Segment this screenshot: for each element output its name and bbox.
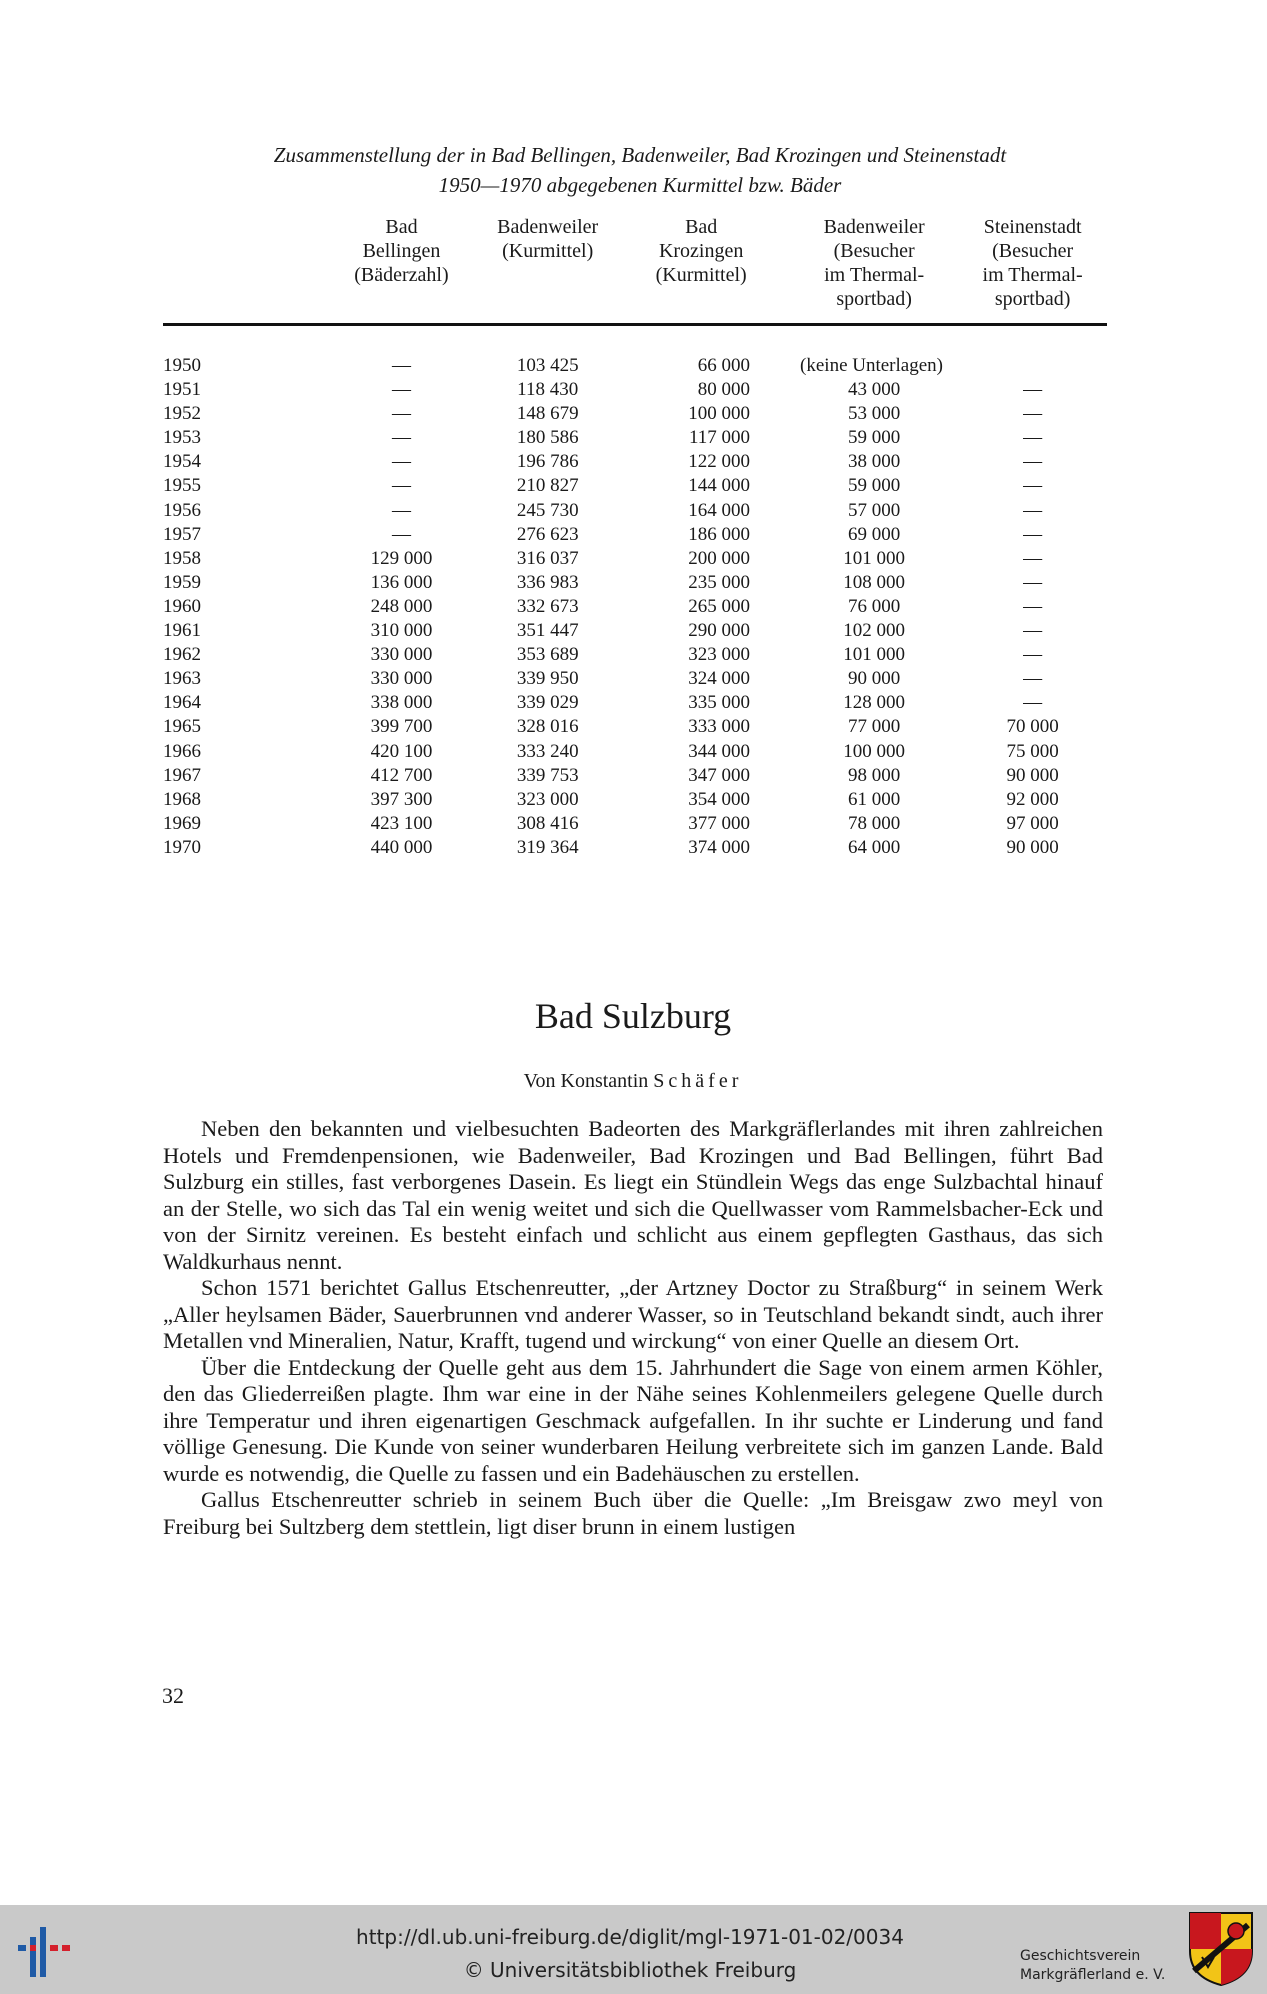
cell-badenweiler: 333 240	[516, 740, 579, 762]
cell-badenweiler-thermal: 102 000	[843, 620, 906, 642]
cell-bad-bellingen: 440 000	[370, 836, 433, 858]
article-title: Bad Sulzburg	[534, 996, 732, 1036]
cell-year: 1950	[163, 355, 201, 376]
cell-bad-krozingen: 333 000	[688, 716, 751, 738]
cell-badenweiler: 118 430	[517, 379, 579, 401]
cell-badenweiler-thermal: 78 000	[848, 812, 901, 834]
cell-steinenstadt: —	[1023, 403, 1043, 425]
cell-badenweiler: 323 000	[516, 788, 579, 810]
table-row	[163, 595, 1107, 619]
table-body	[163, 354, 1107, 860]
header-line: Badenweiler	[823, 216, 925, 238]
paragraph: Schon 1571 berichtet Gallus Etschenreutter, „der Artzney Doctor zu Straßburg“ in seinem Werk „Aller heylsamen Bäder, Sauerbrunnen vnd anderer Wasser, so in Teutschland bekandt sindt, auch ihrer Metallen vnd Mineralien, Natur, Krafft, tugend und wirckung“ von einer Quelle an diesem Ort.	[163, 1275, 1103, 1353]
caption-line-1: Zusammenstellung der in Bad Bellingen, Badenweiler, Bad Krozingen und Steinenstadt	[273, 143, 1007, 167]
society-name	[1020, 1947, 1180, 1985]
header-line: im Thermal-	[824, 264, 925, 286]
cell-badenweiler-thermal: 101 000	[843, 644, 906, 666]
cell-bad-bellingen: 397 300	[370, 788, 433, 810]
cell-bad-krozingen: 354 000	[688, 788, 751, 810]
header-line: (Besucher	[833, 240, 915, 262]
cell-bad-krozingen: 323 000	[688, 644, 751, 666]
header-line: sportbad)	[994, 288, 1071, 310]
paragraph: Gallus Etschenreutter schrieb in seinem Buch über die Quelle: „Im Breisgaw zwo meyl von Freiburg bei Sultzberg dem stettlein, ligt diser brunn in einem lustigen	[163, 1487, 1103, 1539]
header-line: (Kurmittel)	[502, 240, 594, 262]
cell-badenweiler: 316 037	[516, 547, 579, 569]
cell-year: 1953	[163, 427, 201, 449]
cell-badenweiler-thermal: 128 000	[843, 692, 906, 714]
table-row	[163, 402, 1107, 426]
cell-badenweiler: 148 679	[516, 403, 579, 425]
cell-bad-krozingen: 144 000	[688, 475, 751, 497]
cell-bad-bellingen: —	[391, 523, 411, 545]
table-row	[163, 643, 1107, 667]
cell-badenweiler-thermal: 59 000	[848, 475, 901, 497]
table-row	[163, 426, 1107, 450]
coat-of-arms-icon	[1188, 1911, 1254, 1987]
cell-badenweiler-thermal: 59 000	[848, 427, 901, 449]
cell-year: 1952	[163, 403, 201, 425]
cell-bad-bellingen: 310 000	[370, 620, 433, 642]
cell-badenweiler-thermal: 98 000	[848, 764, 901, 786]
header-line: Bad	[385, 216, 418, 238]
cell-steinenstadt: 70 000	[1006, 716, 1059, 738]
article-body	[163, 1116, 1103, 1540]
cell-bad-krozingen: 377 000	[688, 812, 751, 834]
cell-steinenstadt: —	[1023, 379, 1043, 401]
cell-steinenstadt: 90 000	[1006, 764, 1059, 786]
table-row	[163, 378, 1107, 402]
header-line: Bellingen	[362, 240, 441, 262]
table-row	[163, 812, 1107, 836]
header-line: Bad	[685, 216, 718, 238]
cell-badenweiler: 319 364	[516, 836, 579, 858]
cell-badenweiler-thermal: 77 000	[848, 716, 901, 738]
cell-badenweiler: 339 950	[516, 668, 579, 690]
paragraph: Über die Entdeckung der Quelle geht aus dem 15. Jahrhundert die Sage von einem armen Köhler, den das Gliederreißen plagte. Ihm war eine in der Nähe seines Kohlenmeilers gelegene Quelle durch ihre Temperatur und ihren eigenartigen Geschmack aufgefallen. In ihr suchte er Linderung und fand völlige Genesung. Die Kunde von seiner wunderbaren Heilung verbreitete sich im ganzen Lande. Bald wurde es notwendig, die Quelle zu fassen und ein Badehäuschen zu erstellen.	[163, 1354, 1103, 1486]
cell-steinenstadt: —	[1023, 571, 1043, 593]
table-row	[163, 474, 1107, 498]
cell-badenweiler: 328 016	[516, 716, 579, 738]
cell-bad-krozingen: 186 000	[688, 523, 751, 545]
cell-year: 1959	[163, 571, 201, 593]
header-line: sportbad)	[836, 288, 912, 310]
cell-year: 1970	[163, 836, 201, 858]
cell-badenweiler-thermal: 90 000	[848, 668, 901, 690]
cell-badenweiler-thermal: 53 000	[848, 403, 901, 425]
cell-steinenstadt: —	[1023, 499, 1043, 521]
cell-steinenstadt: 92 000	[1006, 788, 1059, 810]
cell-bad-bellingen: 330 000	[370, 668, 433, 690]
cell-bad-bellingen: 420 100	[370, 740, 433, 762]
header-year	[163, 215, 320, 325]
cell-badenweiler-thermal: 100 000	[843, 740, 906, 762]
cell-year: 1969	[163, 812, 201, 834]
cell-bad-krozingen: 66 000	[697, 355, 751, 376]
header-bad-krozingen	[612, 215, 790, 325]
table-row	[163, 547, 1107, 571]
cell-steinenstadt: —	[1023, 427, 1043, 449]
copyright-notice: © Universitätsbibliothek Freiburg	[463, 1958, 797, 1982]
cell-bad-krozingen: 344 000	[688, 740, 751, 762]
cell-year: 1951	[163, 379, 201, 401]
cell-steinenstadt: 90 000	[1006, 836, 1059, 858]
cell-steinenstadt: —	[1023, 451, 1043, 473]
society-line-1: Geschichtsverein	[1020, 1948, 1141, 1964]
cell-bad-krozingen: 347 000	[688, 764, 751, 786]
cell-year: 1955	[163, 475, 201, 497]
cell-no-records: (keine Unterlagen)	[800, 355, 943, 376]
cell-bad-krozingen: 122 000	[688, 451, 751, 473]
cell-steinenstadt: —	[1023, 475, 1043, 497]
spa-statistics-table	[163, 215, 1107, 860]
cell-steinenstadt: —	[1023, 620, 1043, 642]
cell-bad-krozingen: 290 000	[688, 620, 751, 642]
cell-bad-bellingen: 412 700	[370, 764, 433, 786]
header-line: Badenweiler	[497, 216, 599, 238]
cell-bad-bellingen: —	[391, 499, 411, 521]
cell-bad-bellingen: —	[391, 403, 411, 425]
cell-year: 1963	[163, 668, 201, 690]
cell-badenweiler: 245 730	[516, 499, 579, 521]
cell-badenweiler: 351 447	[516, 620, 579, 642]
byline-author: Schäfer	[653, 1070, 743, 1092]
cell-bad-bellingen: —	[391, 475, 411, 497]
header-badenweiler	[483, 215, 612, 325]
cell-badenweiler-thermal: 43 000	[848, 379, 901, 401]
cell-badenweiler-thermal: 76 000	[848, 595, 901, 617]
cell-badenweiler: 336 983	[516, 571, 579, 593]
cell-steinenstadt: —	[1023, 547, 1043, 569]
cell-badenweiler: 276 623	[516, 523, 579, 545]
cell-bad-krozingen: 265 000	[688, 595, 751, 617]
header-line: Steinenstadt	[983, 216, 1082, 238]
cell-year: 1964	[163, 692, 201, 714]
table-row	[163, 691, 1107, 715]
cell-year: 1966	[163, 740, 201, 762]
cell-year: 1960	[163, 595, 201, 617]
table-row	[163, 354, 1107, 378]
cell-bad-bellingen: 338 000	[370, 692, 433, 714]
table-row	[163, 836, 1107, 860]
cell-badenweiler: 339 029	[516, 692, 579, 714]
ub-freiburg-logo-icon	[18, 1927, 78, 1977]
table-row	[163, 619, 1107, 643]
cell-badenweiler: 103 425	[516, 355, 579, 376]
cell-year: 1954	[163, 451, 201, 473]
table-row	[163, 715, 1107, 739]
cell-bad-bellingen: 248 000	[370, 595, 433, 617]
cell-year: 1962	[163, 644, 201, 666]
cell-bad-bellingen: —	[391, 427, 411, 449]
cell-bad-bellingen: 129 000	[370, 547, 433, 569]
cell-steinenstadt: 75 000	[1006, 740, 1059, 762]
paragraph: Neben den bekannten und vielbesuchten Badeorten des Markgräflerlandes mit ihren zahlreichen Hotels und Fremdenpensionen, wie Badenweiler, Bad Krozingen und Bad Bellingen, führt Bad Sulzburg ein stilles, fast verborgenes Dasein. Es liegt ein Stündlein Wegs das enge Sulzbachtal hinauf an der Stelle, wo sich das Tal ein wenig weitet und sich die Quellwasser vom Rammelsbacher-Eck und von der Sirnitz vereinen. Es besteht einfach und schlicht aus einem gepflegten Gasthaus, das sich Waldkurhaus nennt.	[163, 1116, 1103, 1274]
header-line: (Besucher	[992, 240, 1074, 262]
cell-steinenstadt: —	[1023, 595, 1043, 617]
cell-bad-krozingen: 117 000	[688, 427, 751, 449]
caption-line-2: 1950—1970 abgegebenen Kurmittel bzw. Bäder	[438, 173, 842, 197]
article-byline	[160, 1070, 1106, 1093]
table-caption	[160, 140, 1120, 200]
header-line: (Bäderzahl)	[354, 264, 449, 286]
header-line: Krozingen	[658, 240, 744, 262]
cell-badenweiler-thermal: 64 000	[848, 836, 901, 858]
cell-badenweiler: 196 786	[516, 451, 579, 473]
header-badenweiler-thermal	[790, 215, 958, 325]
footer-bar	[0, 1905, 1267, 1994]
cell-bad-krozingen: 374 000	[688, 836, 751, 858]
cell-steinenstadt: —	[1023, 644, 1043, 666]
cell-year: 1965	[163, 716, 201, 738]
header-bad-bellingen	[320, 215, 483, 325]
cell-year: 1957	[163, 523, 201, 545]
cell-bad-krozingen: 324 000	[688, 668, 751, 690]
cell-badenweiler-thermal: 38 000	[848, 451, 901, 473]
cell-bad-bellingen: 330 000	[370, 644, 433, 666]
cell-badenweiler-thermal: 108 000	[843, 571, 906, 593]
cell-year: 1968	[163, 788, 201, 810]
header-line: (Kurmittel)	[655, 264, 747, 286]
table-row	[163, 764, 1107, 788]
cell-bad-bellingen: —	[391, 379, 411, 401]
cell-bad-krozingen: 164 000	[688, 499, 751, 521]
cell-steinenstadt: —	[1023, 668, 1043, 690]
cell-year: 1958	[163, 547, 201, 569]
cell-bad-bellingen: —	[391, 451, 411, 473]
table-row	[163, 740, 1107, 764]
table-row	[163, 571, 1107, 595]
society-line-2: Markgräflerland e. V.	[1020, 1967, 1166, 1983]
cell-badenweiler: 308 416	[516, 812, 579, 834]
cell-bad-krozingen: 80 000	[697, 379, 751, 401]
cell-year: 1967	[163, 764, 201, 786]
cell-badenweiler: 332 673	[516, 595, 579, 617]
cell-steinenstadt: 97 000	[1006, 812, 1059, 834]
cell-bad-bellingen: 399 700	[370, 716, 433, 738]
byline-prefix: Von Konstantin	[523, 1070, 649, 1092]
page-number: 32	[162, 1683, 184, 1708]
cell-bad-krozingen: 200 000	[688, 547, 751, 569]
cell-bad-krozingen: 335 000	[688, 692, 751, 714]
cell-bad-bellingen: 136 000	[370, 571, 433, 593]
cell-bad-krozingen: 235 000	[688, 571, 751, 593]
cell-badenweiler: 180 586	[516, 427, 579, 449]
permalink-link[interactable]: http://dl.ub.uni-freiburg.de/diglit/mgl-1971-01-02/0034	[356, 1925, 904, 1949]
cell-badenweiler: 210 827	[516, 475, 579, 497]
table-row	[163, 499, 1107, 523]
cell-bad-bellingen: —	[391, 355, 411, 376]
cell-steinenstadt: —	[1023, 692, 1043, 714]
cell-badenweiler-thermal: 69 000	[848, 523, 901, 545]
cell-badenweiler: 339 753	[516, 764, 579, 786]
cell-badenweiler-thermal: 57 000	[848, 499, 901, 521]
cell-badenweiler-thermal: 101 000	[843, 547, 906, 569]
cell-steinenstadt: —	[1023, 523, 1043, 545]
cell-year: 1961	[163, 620, 201, 642]
table-row	[163, 667, 1107, 691]
header-line: im Thermal-	[982, 264, 1083, 286]
table-row	[163, 788, 1107, 812]
cell-bad-krozingen: 100 000	[688, 403, 751, 425]
table-row	[163, 523, 1107, 547]
header-steinenstadt	[958, 215, 1107, 325]
cell-badenweiler-thermal: 61 000	[848, 788, 901, 810]
cell-bad-bellingen: 423 100	[370, 812, 433, 834]
cell-badenweiler: 353 689	[516, 644, 579, 666]
table-row	[163, 450, 1107, 474]
cell-year: 1956	[163, 499, 201, 521]
table-header-row	[163, 215, 1107, 325]
